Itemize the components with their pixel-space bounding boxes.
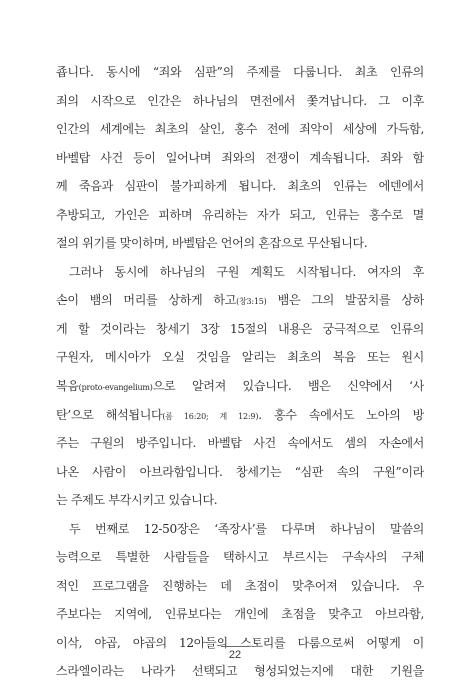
text-line: 나온 사람이 아브라함입니다. 창세기는 “심판 속의 구원”이라 <box>56 464 424 479</box>
text-line: 추방되고, 가인은 피하며 유리하는 자가 되고, 인류는 홍수로 멸 <box>56 207 424 222</box>
text-line: 주는 구원의 방주입니다. 바벨탑 사건 속에서도 셈의 자손에서 <box>56 436 424 451</box>
text-line: 이삭, 야곱, 야곱의 12아들의 스토리를 다룸으로써 어떻게 이 <box>56 635 424 650</box>
body-text <box>56 58 424 686</box>
text-line: 죄의 시작으로 인간은 하나님의 면전에서 쫓겨납니다. 그 이후 <box>56 93 424 108</box>
scripture-reference: (롬 16:20; 계 12:9) <box>162 411 259 421</box>
text-segment: 탄’으로 해석됩니다 <box>56 407 163 422</box>
text-line: 주보다는 지역에, 인류보다는 개인에 초점을 맞추고 아브라함, <box>56 607 424 622</box>
text-line: 그러나 동시에 하나님의 구원 계획도 시작됩니다. 여자의 후 <box>69 264 424 279</box>
text-line <box>56 286 424 315</box>
text-line: 게 할 것이라는 창세기 3장 15절의 내용은 궁극적으로 인류의 <box>56 321 424 336</box>
scripture-reference: (창3:15) <box>236 297 267 307</box>
text-segment: 복음 <box>56 379 79 394</box>
page-number: 22 <box>228 649 242 661</box>
latin-term: (proto-evangelium) <box>78 383 153 393</box>
text-line: 께 죽음과 심판이 불가피하게 됩니다. 최초의 인류는 에덴에서 <box>56 179 424 194</box>
text-line: 스라엘이라는 나라가 선택되고 형성되었는지에 대한 기원을 <box>56 664 424 679</box>
text-line: 적인 프로그램을 진행하는 데 초점이 맞추어져 있습니다. 우 <box>56 578 424 593</box>
text-line: 바벨탑 사건 등이 일어나며 죄와의 전쟁이 계속됩니다. 죄와 함 <box>56 150 424 165</box>
text-segment: 으로 알려져 있습니다. 뱀은 신약에서 ‘사 <box>152 379 424 394</box>
text-line: 죱니다. 동시에 “죄와 심판”의 주제를 다룹니다. 최초 인류의 <box>56 65 424 79</box>
text-segment: 손이 뱀의 머리를 상하게 하고 <box>56 293 237 308</box>
page-number-rule <box>221 646 249 647</box>
text-line: 는 주제도 부각시키고 있습니다. <box>56 493 218 508</box>
text-line: 구원자, 메시아가 오실 것임을 알리는 최초의 복음 또는 원시 <box>56 350 424 365</box>
text-line: 절의 위기를 맞이하며, 바벨탑은 언어의 혼잡으로 무산됩니다. <box>56 236 368 251</box>
text-line: 인간의 세계에는 최초의 살인, 홍수 전에 죄악이 세상에 가득함, <box>56 122 424 137</box>
text-line <box>56 401 424 430</box>
text-line: 능력으로 특별한 사람들을 택하시고 부르시는 구속사의 구체 <box>56 550 424 565</box>
text-segment: 뱀은 그의 발꿈치를 상하 <box>266 293 424 308</box>
text-segment: . 홍수 속에서도 노아의 방 <box>258 407 424 422</box>
text-line: 두 번째로 12-50장은 ‘족장사’를 다루며 하나님이 말씀의 <box>69 521 424 536</box>
text-line <box>56 372 424 401</box>
